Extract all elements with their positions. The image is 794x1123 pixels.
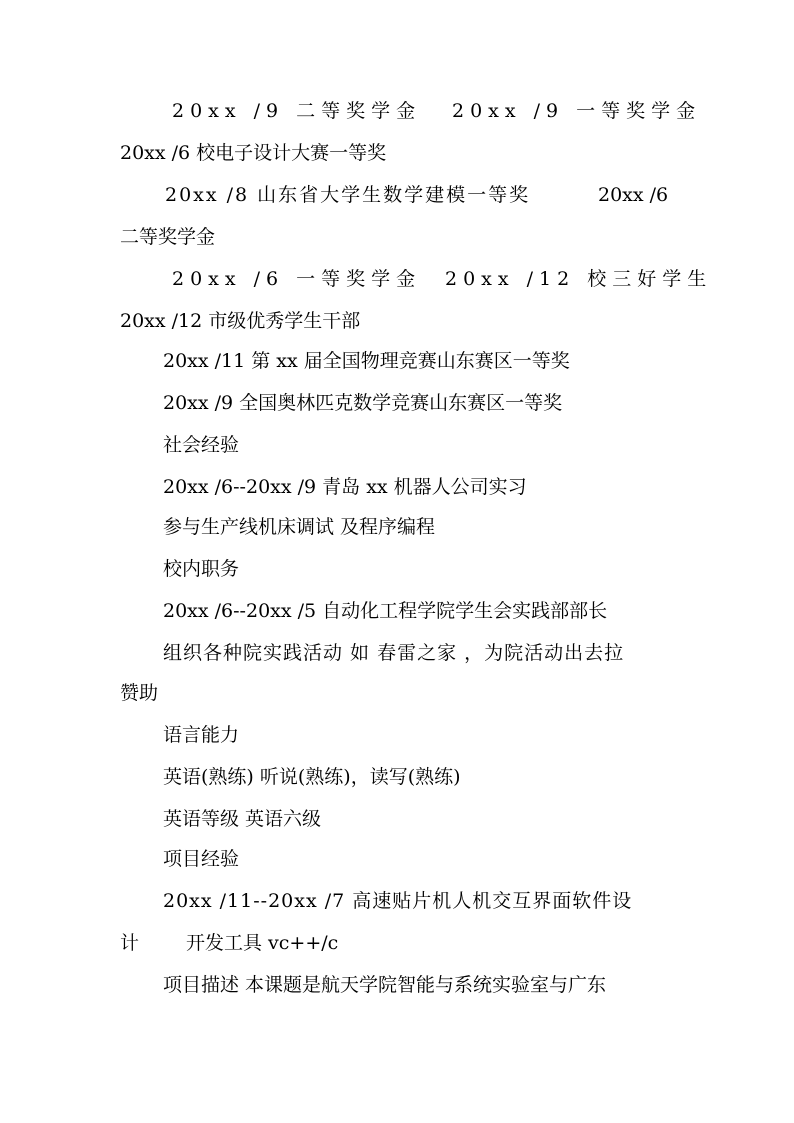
text-line bbox=[0, 638, 794, 668]
text-segment: 英语(熟练) 听说(熟练)，读写(熟练) bbox=[163, 766, 461, 788]
text-segment: 英语等级 英语六级 bbox=[163, 808, 322, 830]
text-line bbox=[0, 306, 794, 336]
text-line bbox=[0, 678, 794, 708]
text-line bbox=[0, 512, 794, 542]
text-line bbox=[0, 804, 794, 834]
text-segment: 参与生产线机床调试 及程序编程 bbox=[163, 516, 436, 538]
text-line bbox=[0, 346, 794, 376]
text-segment: 二等奖学金 bbox=[120, 226, 216, 248]
text-line bbox=[0, 180, 794, 210]
text-segment: 20xx /6--20xx /5 自动化工程学院学生会实践部部长 bbox=[163, 600, 608, 622]
text-line bbox=[0, 388, 794, 418]
section-heading bbox=[0, 554, 794, 584]
text-line bbox=[0, 138, 794, 168]
text-segment: 开发工具 vc++/c bbox=[186, 932, 339, 954]
text-segment: 计 bbox=[120, 932, 140, 954]
text-segment: 20xx /11 第 xx 届全国物理竞赛山东赛区一等奖 bbox=[163, 350, 570, 372]
text-line bbox=[0, 222, 794, 252]
text-segment: 20xx /12 校三好学生 bbox=[445, 268, 713, 290]
text-segment: 项目描述 本课题是航天学院智能与系统实验室与广东 bbox=[163, 974, 607, 996]
text-segment: 20xx /9 一等奖学金 bbox=[452, 100, 702, 122]
text-line bbox=[0, 928, 794, 958]
text-segment: 20xx /6 校电子设计大赛一等奖 bbox=[120, 142, 387, 164]
text-segment: 20xx /6--20xx /9 青岛 xx 机器人公司实习 bbox=[163, 476, 527, 498]
text-line bbox=[0, 472, 794, 502]
text-segment: 社会经验 bbox=[163, 434, 240, 456]
text-segment: 校内职务 bbox=[163, 558, 240, 580]
text-segment: 语言能力 bbox=[163, 724, 240, 746]
text-segment: 组织各种院实践活动 如 春雷之家 ，为院活动出去拉 bbox=[163, 642, 625, 664]
text-line bbox=[0, 96, 794, 126]
text-line bbox=[0, 596, 794, 626]
text-segment: 20xx /12 市级优秀学生干部 bbox=[120, 310, 361, 332]
text-line bbox=[0, 762, 794, 792]
text-segment: 项目经验 bbox=[163, 848, 240, 870]
section-heading bbox=[0, 844, 794, 874]
text-line bbox=[0, 264, 794, 294]
text-line bbox=[0, 886, 794, 916]
section-heading bbox=[0, 720, 794, 750]
text-segment: 20xx /11--20xx /7 高速贴片机人机交互界面软件设 bbox=[163, 890, 633, 912]
text-segment: 20xx /8 山东省大学生数学建模一等奖 bbox=[165, 184, 531, 206]
text-segment: 20xx /6 一等奖学金 bbox=[172, 268, 422, 290]
text-segment: 赞助 bbox=[120, 682, 159, 704]
section-heading bbox=[0, 430, 794, 460]
text-segment: 20xx /9 二等奖学金 bbox=[172, 100, 422, 122]
text-line bbox=[0, 970, 794, 1000]
text-segment: 20xx /9 全国奥林匹克数学竞赛山东赛区一等奖 bbox=[163, 392, 563, 414]
text-segment: 20xx /6 bbox=[598, 184, 669, 206]
